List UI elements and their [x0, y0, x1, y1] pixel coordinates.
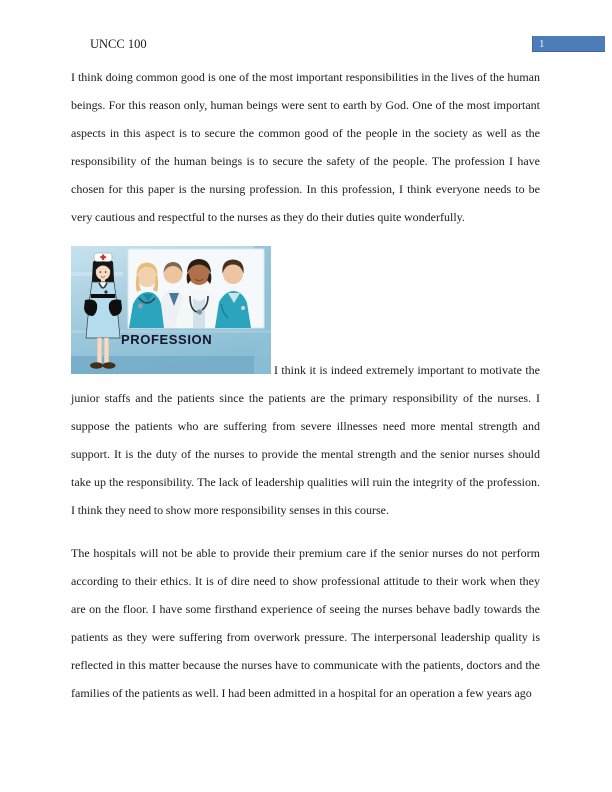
paragraph-1: I think doing common good is one of the most important responsibilities in the lives of the human beings. For this reason only, human beings were sent to earth by God. One of the most important aspects in this aspect is to secure the common good of the people in the society as well as the responsibility of the human beings is to secure the safety of the people. The profession I have chosen for this paper is the nursing profession. In this profession, I think everyone needs to be very cautious and respectful to the nurses as they do their duties quite wonderfully.: [71, 70, 540, 224]
page-header: [71, 36, 605, 52]
profession-figure-image: [71, 246, 271, 374]
paragraph-2-text: I think it is indeed extremely important to motivate the junior staffs and the patients since the patients are the primary responsibility of the nurses. I suppose the patients who are suffering from severe illnesses need more mental strength and support. It is the duty of the nurses to provide the mental strength and the senior nurses should take up the responsibility. The lack of leadership qualities will ruin the integrity of the profession. I think they need to show more responsibility senses in this course.: [71, 363, 540, 517]
document-body: [71, 63, 540, 722]
header-course-label: UNCC 100: [90, 37, 147, 51]
paragraph-2: [71, 246, 540, 524]
page-number: 1: [539, 37, 545, 50]
paragraph-3: The hospitals will not be able to provide their premium care if the senior nurses do not perform according to their ethics. It is of dire need to show professional attitude to their work when they are on the floor. I have some firsthand experience of seeing the nurses behave badly towards the patients as they were suffering from overwork pressure. The interpersonal leadership quality is reflected in this matter because the nurses have to communicate with the patients, doctors and the families of the patients as well. I had been admitted in a hospital for an operation a few years ago: [71, 546, 540, 700]
profession-label: PROFESSION: [121, 332, 213, 347]
page-number-badge: [532, 36, 605, 52]
medical-team-photo: [128, 249, 264, 328]
